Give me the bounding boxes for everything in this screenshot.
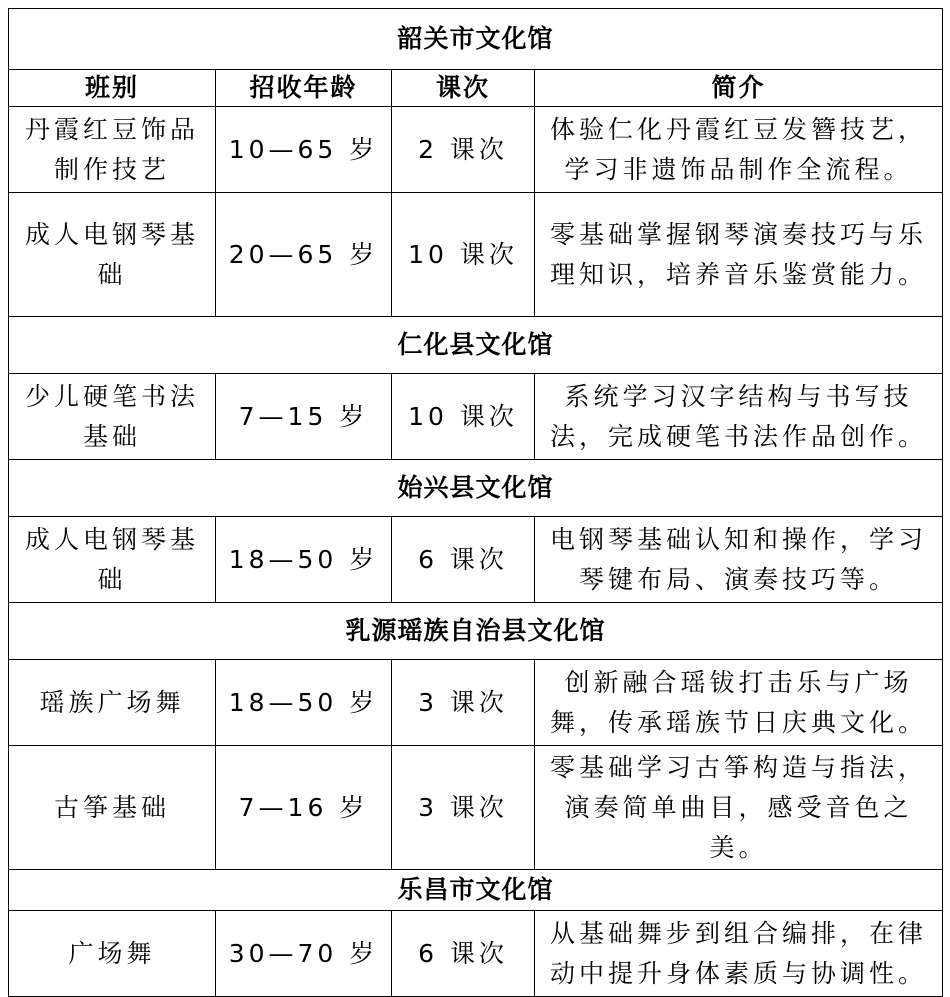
venue-name: 始兴县文化馆 (9, 460, 943, 517)
venue-row (9, 460, 943, 517)
session-count: 3 课次 (392, 660, 535, 746)
session-count: 6 课次 (392, 517, 535, 603)
table-row (9, 660, 943, 746)
class-intro: 零基础学习古筝构造与指法，演奏简单曲目，感受音色之美。 (535, 746, 943, 870)
venue-row (9, 9, 943, 70)
header-intro: 简介 (535, 70, 943, 107)
age-range: 18—50 岁 (216, 660, 392, 746)
age-range: 10—65 岁 (216, 107, 392, 193)
age-range: 20—65 岁 (216, 193, 392, 317)
header-sessions: 课次 (392, 70, 535, 107)
class-name: 瑶族广场舞 (9, 660, 216, 746)
venue-name: 韶关市文化馆 (9, 9, 943, 70)
class-intro: 零基础掌握钢琴演奏技巧与乐理知识，培养音乐鉴赏能力。 (535, 193, 943, 317)
class-intro: 从基础舞步到组合编排，在律动中提升身体素质与协调性。 (535, 911, 943, 997)
venue-row (9, 870, 943, 911)
age-range: 18—50 岁 (216, 517, 392, 603)
session-count: 2 课次 (392, 107, 535, 193)
table-header-row (9, 70, 943, 107)
class-intro: 创新融合瑶钹打击乐与广场舞，传承瑶族节日庆典文化。 (535, 660, 943, 746)
session-count: 10 课次 (392, 374, 535, 460)
class-name: 广场舞 (9, 911, 216, 997)
table-row (9, 107, 943, 193)
venue-row (9, 603, 943, 660)
table-row (9, 374, 943, 460)
age-range: 7—15 岁 (216, 374, 392, 460)
session-count: 3 课次 (392, 746, 535, 870)
venue-name: 乳源瑶族自治县文化馆 (9, 603, 943, 660)
header-class: 班别 (9, 70, 216, 107)
class-intro: 电钢琴基础认知和操作，学习琴键布局、演奏技巧等。 (535, 517, 943, 603)
class-name: 成人电钢琴基础 (9, 193, 216, 317)
age-range: 30—70 岁 (216, 911, 392, 997)
table-row (9, 911, 943, 997)
age-range: 7—16 岁 (216, 746, 392, 870)
table-row (9, 193, 943, 317)
class-intro: 系统学习汉字结构与书写技法，完成硬笔书法作品创作。 (535, 374, 943, 460)
class-name: 成人电钢琴基础 (9, 517, 216, 603)
venue-row (9, 317, 943, 374)
class-name: 古筝基础 (9, 746, 216, 870)
session-count: 10 课次 (392, 193, 535, 317)
table-row (9, 746, 943, 870)
class-name: 少儿硬笔书法基础 (9, 374, 216, 460)
course-table (8, 8, 943, 997)
class-intro: 体验仁化丹霞红豆发簪技艺，学习非遗饰品制作全流程。 (535, 107, 943, 193)
class-name: 丹霞红豆饰品制作技艺 (9, 107, 216, 193)
venue-name: 乐昌市文化馆 (9, 870, 943, 911)
venue-name: 仁化县文化馆 (9, 317, 943, 374)
header-age: 招收年龄 (216, 70, 392, 107)
session-count: 6 课次 (392, 911, 535, 997)
table-row (9, 517, 943, 603)
